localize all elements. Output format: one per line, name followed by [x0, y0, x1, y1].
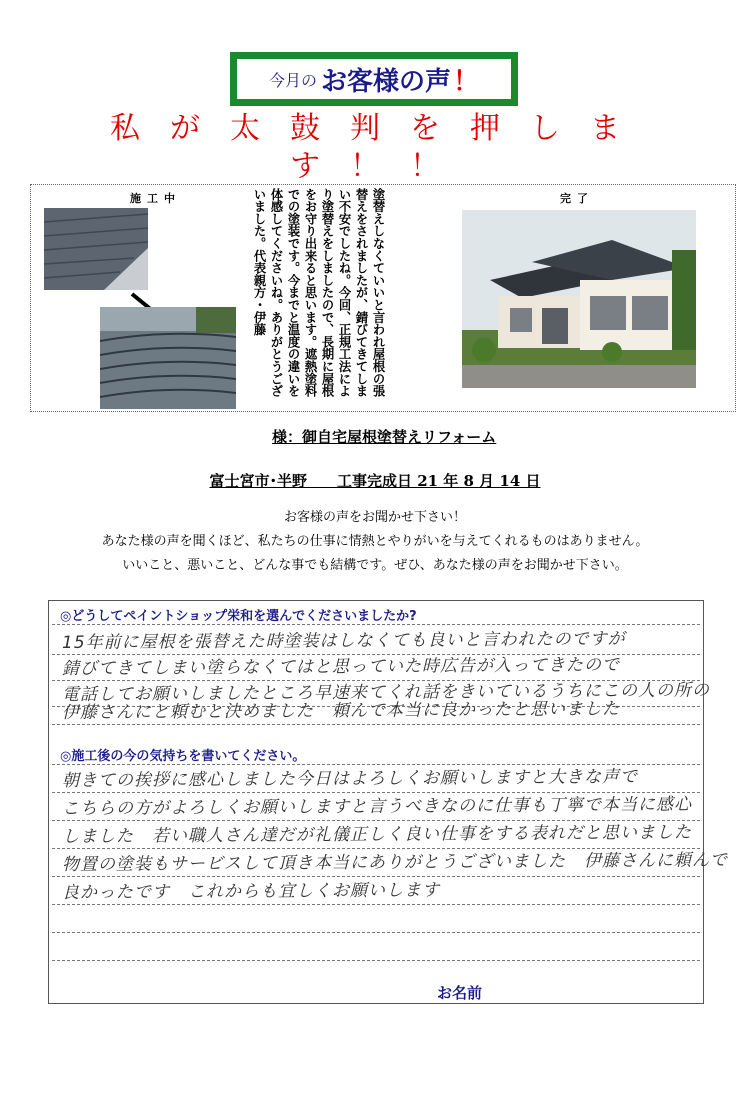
after-house-photo: [462, 210, 696, 388]
title-badge-inner: [235, 57, 513, 101]
before-roof-photo-bottom: [100, 307, 236, 409]
title-badge-prefix: 今月の: [268, 70, 317, 90]
project-subject-text: 様：御自宅屋根塗替えリフォーム: [272, 428, 497, 446]
answer-2-line-2: こちらの方がよろしくお願いしますと言うべきなのに仕事も丁寧で本当に感心: [61, 794, 693, 819]
answer-1-line-1: 15年前に屋根を張替えた時塗装はしなくても良いと言われたのですが: [61, 629, 626, 653]
answer-2-line-3: しました 若い職人さん達だが礼儀正しく良い仕事をする表れだと思いました: [61, 822, 693, 847]
headline: 私が太鼓判を押します！！: [110, 111, 650, 184]
project-location-date: 富士宮市･半野 工事完成日 21 年 8 月 14 日: [209, 472, 541, 490]
contractor-comment: 塗替えしなくていいと言われ屋根の張替えをされましたが、錆びてきてしまい不安でしたね。今回、正規工法により塗替えをしましたので、長期に屋根をお守り出来ると思います。遮熱塗料での塗装です。今までと温度の違いを体感してくださいね。ありがとうございました。代表親方・伊藤: [252, 188, 385, 398]
title-badge-main: お客様の声: [320, 66, 451, 97]
answer-2-line-1: 朝きての挨拶に感心しました今日はよろしくお願いしますと大きな声で: [61, 766, 639, 791]
answer-1-line-2: 錆びてきてしまい塗らなくてはと思っていた時広告が入ってきたので: [61, 655, 621, 679]
project-subject: [240, 426, 496, 447]
intro-line-2: あなた様の声を聞くほど、私たちの仕事に情熱とやりがいを与えてくれるものはありません。: [101, 534, 649, 549]
name-label: お名前: [437, 984, 483, 1002]
form-rule: [52, 960, 700, 961]
question-1: ◎どうしてペイントショップ栄和を選んでくださいましたか?: [60, 609, 417, 624]
form-rule: [52, 904, 700, 905]
title-badge: [230, 52, 518, 106]
answer-2-line-5: 良かったです これからも宜しくお願いします: [61, 880, 441, 903]
before-caption: 施工中: [130, 192, 181, 205]
title-badge-exclamation: ！: [453, 66, 480, 97]
after-caption: 完了: [560, 192, 594, 205]
intro-line-1: お客様の声をお聞かせ下さい！: [283, 510, 466, 525]
question-2: ◎施工後の今の気持ちを書いてください。: [60, 749, 306, 764]
before-roof-photo-top: [44, 208, 148, 290]
form-rule: [52, 724, 700, 725]
answer-1-line-3: 電話してお願いしましたところ早速来てくれ話をきいているうちにこの人の所の: [61, 680, 711, 705]
answer-2-line-4: 物置の塗装もサービスして頂き本当にありがとうございました 伊藤さんに頼んで: [61, 850, 729, 875]
answer-1-line-4: 伊藤さんにと頼むと決めました 頼んで本当に良かったと思いました: [61, 699, 621, 723]
intro-line-3: いいこと、悪いこと、どんな事でも結構です。ぜひ、あなた様の声をお聞かせ下さい。: [122, 558, 628, 573]
form-rule: [52, 932, 700, 933]
